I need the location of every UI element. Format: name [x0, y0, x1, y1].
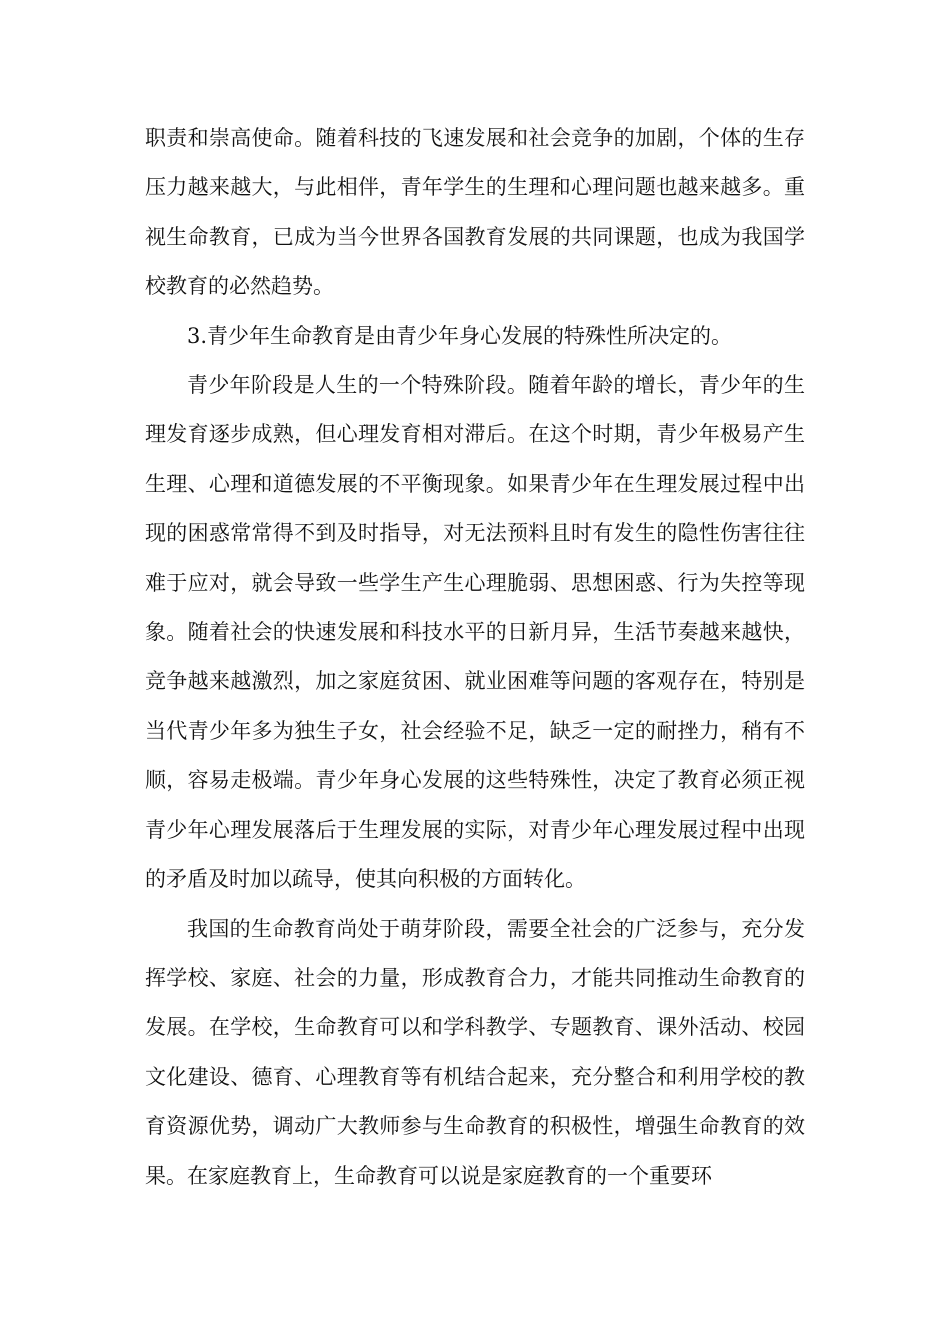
paragraph-adolescent-development: 青少年阶段是人生的一个特殊阶段。随着年龄的增长，青少年的生理发育逐步成熟，但心理发育相对滞后。在这个时期，青少年极易产生生理、心理和道德发展的不平衡现象。如果青少年在生理发展过程中出现的困惑常常得不到及时指导，对无法预料且时有发生的隐性伤害往往难于应对，就会导致一些学生产生心理脆弱、思想困惑、行为失控等现象。随着社会的快速发展和科技水平的日新月异，生活节奏越来越快，竞争越来越激烈，加之家庭贫困、就业困难等问题的客观存在，特别是当代青少年多为独生子女，社会经验不足，缺乏一定的耐挫力，稍有不顺，容易走极端。青少年身心发展的这些特殊性，决定了教育必须正视青少年心理发展落后于生理发展的实际，对青少年心理发展过程中出现的矛盾及时加以疏导，使其向积极的方面转化。	[145, 373, 805, 892]
document-page	[145, 114, 805, 1201]
paragraph-continuation: 职责和崇高使命。随着科技的飞速发展和社会竞争的加剧，个体的生存压力越来越大，与此相伴，青年学生的生理和心理问题也越来越多。重视生命教育，已成为当今世界各国教育发展的共同课题，也成为我国学校教育的必然趋势。	[145, 126, 805, 299]
section-heading-3: 3.青少年生命教育是由青少年身心发展的特殊性所决定的。	[187, 323, 733, 348]
paragraph-life-education-status: 我国的生命教育尚处于萌芽阶段，需要全社会的广泛参与，充分发挥学校、家庭、社会的力量，形成教育合力，才能共同推动生命教育的发展。在学校，生命教育可以和学科教学、专题教育、课外活动、校园文化建设、德育、心理教育等有机结合起来，充分整合和利用学校的教育资源优势，调动广大教师参与生命教育的积极性，增强生命教育的效果。在家庭教育上，生命教育可以说是家庭教育的一个重要环	[145, 916, 805, 1188]
